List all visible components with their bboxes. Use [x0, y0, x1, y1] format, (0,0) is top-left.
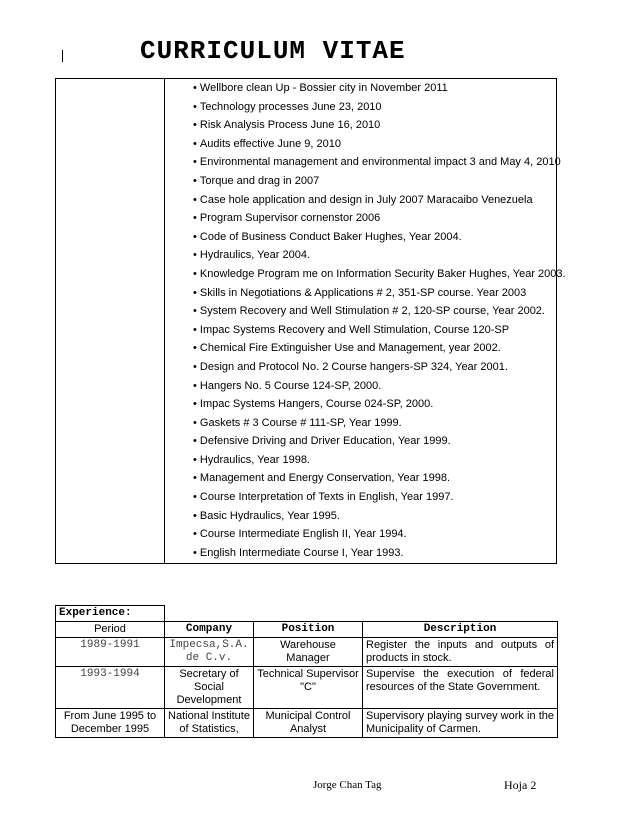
course-item: • English Intermediate Course I, Year 1993. — [193, 544, 566, 563]
course-item: • Hydraulics, Year 1998. — [193, 451, 566, 470]
footer-name: Jorge Chan Tag — [313, 779, 382, 791]
course-item: • Defensive Driving and Driver Education, Year 1999. — [193, 432, 566, 451]
table-row — [56, 709, 558, 738]
cell-company: Secretary of Social Development — [165, 667, 254, 709]
cell-position: Technical Supervisor "C" — [254, 667, 363, 709]
course-item: • Wellbore clean Up - Bossier city in November 2011 — [193, 79, 566, 98]
course-item: • Gaskets # 3 Course # 111-SP, Year 1999. — [193, 414, 566, 433]
course-item: • Environmental management and environmental impact 3 and May 4, 2010 — [193, 153, 566, 172]
text-cursor-mark — [62, 50, 63, 62]
experience-label-row — [56, 606, 558, 622]
header-period: Period — [56, 622, 165, 638]
header-company: Company — [165, 622, 254, 638]
experience-label: Experience: — [56, 606, 165, 622]
cell-position: Warehouse Manager — [254, 638, 363, 667]
course-item: • Impac Systems Hangers, Course 024-SP, 2000. — [193, 395, 566, 414]
table-row — [56, 638, 558, 667]
courses-table — [55, 78, 566, 564]
course-item: • Risk Analysis Process June 16, 2010 — [193, 116, 566, 135]
course-item: • Impac Systems Recovery and Well Stimulation, Course 120-SP — [193, 321, 566, 340]
course-item: • Design and Protocol No. 2 Course hangers-SP 324, Year 2001. — [193, 358, 566, 377]
cell-company: National Institute of Statistics, — [165, 709, 254, 738]
table-row — [56, 667, 558, 709]
cell-period: From June 1995 to December 1995 — [56, 709, 165, 738]
experience-header-row — [56, 622, 558, 638]
course-item: • Course Interpretation of Texts in English, Year 1997. — [193, 488, 566, 507]
course-item: • Program Supervisor cornenstor 2006 — [193, 209, 566, 228]
course-item: • Audits effective June 9, 2010 — [193, 135, 566, 154]
cell-description: Register the inputs and outputs of products in stock. — [363, 638, 558, 667]
column-divider — [164, 79, 165, 563]
course-item: • Knowledge Program me on Information Security Baker Hughes, Year 2003. — [193, 265, 566, 284]
course-item: • Hangers No. 5 Course 124-SP, 2000. — [193, 377, 566, 396]
course-item: • Chemical Fire Extinguisher Use and Management, year 2002. — [193, 339, 566, 358]
courses-list — [193, 79, 566, 562]
course-item: • Code of Business Conduct Baker Hughes, Year 2004. — [193, 228, 566, 247]
header-position: Position — [254, 622, 363, 638]
page-title: CURRICULUM VITAE — [140, 36, 406, 66]
course-item: • Course Intermediate English II, Year 1994. — [193, 525, 566, 544]
course-item: • Case hole application and design in July 2007 Maracaibo Venezuela — [193, 191, 566, 210]
cell-description: Supervise the execution of federal resources of the State Government. — [363, 667, 558, 709]
header-description: Description — [363, 622, 558, 638]
cell-company: Impecsa,S.A. de C.v. — [165, 638, 254, 667]
course-item: • Skills in Negotiations & Applications # 2, 351-SP course. Year 2003 — [193, 284, 566, 303]
cell-period: 1989-1991 — [56, 638, 165, 667]
footer-page-number: Hoja 2 — [504, 778, 537, 792]
course-item: • Torque and drag in 2007 — [193, 172, 566, 191]
experience-table — [55, 605, 558, 738]
cell-period: 1993-1994 — [56, 667, 165, 709]
cell-position: Municipal Control Analyst — [254, 709, 363, 738]
course-item: • System Recovery and Well Stimulation # 2, 120-SP course, Year 2002. — [193, 302, 566, 321]
course-item: • Basic Hydraulics, Year 1995. — [193, 507, 566, 526]
cell-description: Supervisory playing survey work in the Municipality of Carmen. — [363, 709, 558, 738]
course-item: • Management and Energy Conservation, Year 1998. — [193, 469, 566, 488]
course-item: • Hydraulics, Year 2004. — [193, 246, 566, 265]
course-item: • Technology processes June 23, 2010 — [193, 98, 566, 117]
